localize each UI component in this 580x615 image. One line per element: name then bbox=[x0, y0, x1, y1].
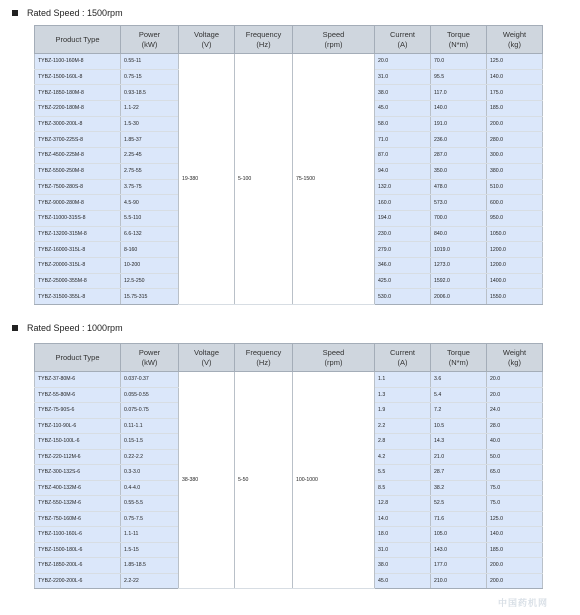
cell-torque: 14.3 bbox=[431, 434, 487, 450]
cell-power: 0.75-15 bbox=[121, 69, 179, 85]
cell-torque: 2006.0 bbox=[431, 289, 487, 305]
cell-power: 1.5-30 bbox=[121, 116, 179, 132]
cell-product-type: TYBZ-9000-280M-8 bbox=[35, 195, 121, 211]
table-row bbox=[35, 54, 543, 70]
cell-torque: 10.5 bbox=[431, 418, 487, 434]
header-torque: Torque (N*m) bbox=[431, 344, 487, 372]
cell-current: 94.0 bbox=[375, 163, 431, 179]
cell-torque: 70.0 bbox=[431, 54, 487, 70]
cell-torque: 28.7 bbox=[431, 465, 487, 481]
cell-power: 0.55-5.5 bbox=[121, 496, 179, 512]
cell-torque: 350.0 bbox=[431, 163, 487, 179]
cell-weight: 125.0 bbox=[487, 54, 543, 70]
cell-product-type: TYBZ-31500-355L-8 bbox=[35, 289, 121, 305]
cell-current: 38.0 bbox=[375, 558, 431, 574]
cell-product-type: TYBZ-550-132M-6 bbox=[35, 496, 121, 512]
cell-product-type: TYBZ-2200-180M-8 bbox=[35, 101, 121, 117]
cell-torque: 1273.0 bbox=[431, 257, 487, 273]
cell-voltage: 38-380 bbox=[179, 372, 235, 589]
cell-current: 2.2 bbox=[375, 418, 431, 434]
cell-power: 1.1-22 bbox=[121, 101, 179, 117]
cell-torque: 21.0 bbox=[431, 449, 487, 465]
cell-weight: 1050.0 bbox=[487, 226, 543, 242]
cell-current: 160.0 bbox=[375, 195, 431, 211]
cell-power: 5.5-110 bbox=[121, 210, 179, 226]
cell-frequency: 5-100 bbox=[235, 54, 293, 305]
header-power: Power (kW) bbox=[121, 344, 179, 372]
cell-torque: 105.0 bbox=[431, 527, 487, 543]
cell-torque: 840.0 bbox=[431, 226, 487, 242]
cell-power: 1.85-18.5 bbox=[121, 558, 179, 574]
cell-torque: 7.2 bbox=[431, 403, 487, 419]
cell-power: 12.5-250 bbox=[121, 273, 179, 289]
header-voltage: Voltage (V) bbox=[179, 344, 235, 372]
cell-power: 2.2-22 bbox=[121, 573, 179, 589]
header-product-type: Product Type bbox=[35, 26, 121, 54]
cell-weight: 140.0 bbox=[487, 527, 543, 543]
header-current: Current (A) bbox=[375, 26, 431, 54]
cell-power: 4.5-90 bbox=[121, 195, 179, 211]
cell-torque: 478.0 bbox=[431, 179, 487, 195]
cell-product-type: TYBZ-4500-225M-8 bbox=[35, 148, 121, 164]
cell-product-type: TYBZ-37-80M-6 bbox=[35, 372, 121, 388]
cell-power: 0.055-0.55 bbox=[121, 387, 179, 403]
cell-power: 2.75-55 bbox=[121, 163, 179, 179]
header-frequency: Frequency (Hz) bbox=[235, 344, 293, 372]
section-title-text: Rated Speed : 1500rpm bbox=[27, 8, 123, 18]
watermark-logo: 中国药机网 bbox=[497, 598, 548, 608]
header-power: Power (kW) bbox=[121, 26, 179, 54]
cell-torque: 700.0 bbox=[431, 210, 487, 226]
cell-weight: 65.0 bbox=[487, 465, 543, 481]
cell-voltage: 19-380 bbox=[179, 54, 235, 305]
cell-weight: 1200.0 bbox=[487, 242, 543, 258]
cell-power: 0.037-0.37 bbox=[121, 372, 179, 388]
cell-product-type: TYBZ-1100-160L-6 bbox=[35, 527, 121, 543]
cell-torque: 236.0 bbox=[431, 132, 487, 148]
cell-power: 0.93-18.5 bbox=[121, 85, 179, 101]
cell-torque: 95.5 bbox=[431, 69, 487, 85]
cell-product-type: TYBZ-1500-180L-6 bbox=[35, 542, 121, 558]
cell-current: 425.0 bbox=[375, 273, 431, 289]
cell-torque: 140.0 bbox=[431, 101, 487, 117]
cell-current: 279.0 bbox=[375, 242, 431, 258]
cell-power: 6.6-132 bbox=[121, 226, 179, 242]
cell-power: 2.25-45 bbox=[121, 148, 179, 164]
cell-speed: 100-1000 bbox=[293, 372, 375, 589]
cell-product-type: TYBZ-16000-315L-8 bbox=[35, 242, 121, 258]
cell-product-type: TYBZ-20000-315L-8 bbox=[35, 257, 121, 273]
cell-power: 8-160 bbox=[121, 242, 179, 258]
cell-product-type: TYBZ-11000-315S-8 bbox=[35, 210, 121, 226]
cell-current: 194.0 bbox=[375, 210, 431, 226]
cell-weight: 140.0 bbox=[487, 69, 543, 85]
cell-product-type: TYBZ-3000-200L-8 bbox=[35, 116, 121, 132]
cell-product-type: TYBZ-55-80M-6 bbox=[35, 387, 121, 403]
cell-current: 132.0 bbox=[375, 179, 431, 195]
header-frequency: Frequency (Hz) bbox=[235, 26, 293, 54]
section-title-1000rpm bbox=[12, 322, 123, 334]
cell-product-type: TYBZ-400-132M-6 bbox=[35, 480, 121, 496]
cell-current: 31.0 bbox=[375, 69, 431, 85]
cell-current: 87.0 bbox=[375, 148, 431, 164]
cell-current: 1.1 bbox=[375, 372, 431, 388]
cell-power: 0.4-4.0 bbox=[121, 480, 179, 496]
cell-weight: 20.0 bbox=[487, 372, 543, 388]
cell-weight: 185.0 bbox=[487, 101, 543, 117]
cell-current: 8.5 bbox=[375, 480, 431, 496]
cell-current: 230.0 bbox=[375, 226, 431, 242]
cell-current: 2.8 bbox=[375, 434, 431, 450]
cell-power: 0.075-0.75 bbox=[121, 403, 179, 419]
cell-product-type: TYBZ-5500-250M-8 bbox=[35, 163, 121, 179]
cell-power: 10-200 bbox=[121, 257, 179, 273]
cell-speed: 75-1500 bbox=[293, 54, 375, 305]
cell-power: 0.3-3.0 bbox=[121, 465, 179, 481]
cell-weight: 380.0 bbox=[487, 163, 543, 179]
cell-current: 31.0 bbox=[375, 542, 431, 558]
cell-torque: 117.0 bbox=[431, 85, 487, 101]
section-title-1500rpm bbox=[12, 7, 123, 19]
cell-current: 530.0 bbox=[375, 289, 431, 305]
cell-product-type: TYBZ-25000-355M-8 bbox=[35, 273, 121, 289]
cell-weight: 200.0 bbox=[487, 573, 543, 589]
cell-torque: 573.0 bbox=[431, 195, 487, 211]
cell-weight: 600.0 bbox=[487, 195, 543, 211]
table-header-row bbox=[35, 26, 543, 54]
cell-product-type: TYBZ-750-160M-6 bbox=[35, 511, 121, 527]
cell-weight: 50.0 bbox=[487, 449, 543, 465]
cell-current: 18.0 bbox=[375, 527, 431, 543]
square-bullet-icon bbox=[12, 325, 18, 331]
cell-weight: 28.0 bbox=[487, 418, 543, 434]
cell-product-type: TYBZ-1100-160M-8 bbox=[35, 54, 121, 70]
cell-weight: 1550.0 bbox=[487, 289, 543, 305]
cell-torque: 71.6 bbox=[431, 511, 487, 527]
cell-current: 58.0 bbox=[375, 116, 431, 132]
cell-current: 45.0 bbox=[375, 573, 431, 589]
cell-product-type: TYBZ-1850-180M-8 bbox=[35, 85, 121, 101]
spec-table-1500rpm bbox=[34, 25, 543, 305]
cell-power: 1.1-11 bbox=[121, 527, 179, 543]
cell-current: 346.0 bbox=[375, 257, 431, 273]
cell-weight: 1400.0 bbox=[487, 273, 543, 289]
cell-weight: 24.0 bbox=[487, 403, 543, 419]
cell-product-type: TYBZ-1850-200L-6 bbox=[35, 558, 121, 574]
cell-torque: 38.2 bbox=[431, 480, 487, 496]
cell-current: 45.0 bbox=[375, 101, 431, 117]
header-voltage: Voltage (V) bbox=[179, 26, 235, 54]
cell-power: 0.22-2.2 bbox=[121, 449, 179, 465]
cell-torque: 191.0 bbox=[431, 116, 487, 132]
cell-current: 5.5 bbox=[375, 465, 431, 481]
header-weight: Weight (kg) bbox=[487, 26, 543, 54]
cell-current: 14.0 bbox=[375, 511, 431, 527]
cell-current: 12.8 bbox=[375, 496, 431, 512]
cell-power: 0.75-7.5 bbox=[121, 511, 179, 527]
cell-product-type: TYBZ-1500-160L-8 bbox=[35, 69, 121, 85]
cell-power: 0.15-1.5 bbox=[121, 434, 179, 450]
cell-power: 15.75-315 bbox=[121, 289, 179, 305]
header-speed: Speed (rpm) bbox=[293, 26, 375, 54]
cell-power: 0.11-1.1 bbox=[121, 418, 179, 434]
cell-power: 3.75-75 bbox=[121, 179, 179, 195]
header-product-type: Product Type bbox=[35, 344, 121, 372]
header-current: Current (A) bbox=[375, 344, 431, 372]
cell-weight: 200.0 bbox=[487, 558, 543, 574]
cell-weight: 20.0 bbox=[487, 387, 543, 403]
cell-product-type: TYBZ-13200-315M-8 bbox=[35, 226, 121, 242]
cell-power: 0.55-11 bbox=[121, 54, 179, 70]
table-row bbox=[35, 372, 543, 388]
spec-table-1000rpm bbox=[34, 343, 543, 589]
table-body bbox=[35, 372, 543, 589]
cell-product-type: TYBZ-75-90S-6 bbox=[35, 403, 121, 419]
cell-torque: 143.0 bbox=[431, 542, 487, 558]
cell-frequency: 5-50 bbox=[235, 372, 293, 589]
cell-weight: 40.0 bbox=[487, 434, 543, 450]
cell-product-type: TYBZ-7500-280S-8 bbox=[35, 179, 121, 195]
cell-weight: 510.0 bbox=[487, 179, 543, 195]
cell-torque: 1019.0 bbox=[431, 242, 487, 258]
cell-weight: 300.0 bbox=[487, 148, 543, 164]
square-bullet-icon bbox=[12, 10, 18, 16]
cell-weight: 125.0 bbox=[487, 511, 543, 527]
header-weight: Weight (kg) bbox=[487, 344, 543, 372]
cell-weight: 75.0 bbox=[487, 480, 543, 496]
cell-torque: 287.0 bbox=[431, 148, 487, 164]
cell-product-type: TYBZ-220-112M-6 bbox=[35, 449, 121, 465]
cell-product-type: TYBZ-110-90L-6 bbox=[35, 418, 121, 434]
section-title-text: Rated Speed : 1000rpm bbox=[27, 323, 123, 333]
cell-weight: 280.0 bbox=[487, 132, 543, 148]
cell-weight: 950.0 bbox=[487, 210, 543, 226]
cell-current: 1.3 bbox=[375, 387, 431, 403]
table-body bbox=[35, 54, 543, 305]
cell-current: 4.2 bbox=[375, 449, 431, 465]
cell-power: 1.5-15 bbox=[121, 542, 179, 558]
table-header-row bbox=[35, 344, 543, 372]
cell-current: 20.0 bbox=[375, 54, 431, 70]
cell-current: 71.0 bbox=[375, 132, 431, 148]
cell-weight: 200.0 bbox=[487, 116, 543, 132]
cell-product-type: TYBZ-3700-225S-8 bbox=[35, 132, 121, 148]
cell-torque: 52.5 bbox=[431, 496, 487, 512]
cell-torque: 210.0 bbox=[431, 573, 487, 589]
cell-current: 1.9 bbox=[375, 403, 431, 419]
cell-current: 38.0 bbox=[375, 85, 431, 101]
cell-weight: 185.0 bbox=[487, 542, 543, 558]
cell-weight: 75.0 bbox=[487, 496, 543, 512]
cell-torque: 1592.0 bbox=[431, 273, 487, 289]
header-torque: Torque (N*m) bbox=[431, 26, 487, 54]
cell-product-type: TYBZ-300-132S-6 bbox=[35, 465, 121, 481]
cell-product-type: TYBZ-150-100L-6 bbox=[35, 434, 121, 450]
cell-torque: 177.0 bbox=[431, 558, 487, 574]
cell-torque: 3.6 bbox=[431, 372, 487, 388]
header-speed: Speed (rpm) bbox=[293, 344, 375, 372]
cell-power: 1.85-37 bbox=[121, 132, 179, 148]
cell-product-type: TYBZ-2200-200L-6 bbox=[35, 573, 121, 589]
cell-torque: 5.4 bbox=[431, 387, 487, 403]
cell-weight: 1200.0 bbox=[487, 257, 543, 273]
cell-weight: 175.0 bbox=[487, 85, 543, 101]
